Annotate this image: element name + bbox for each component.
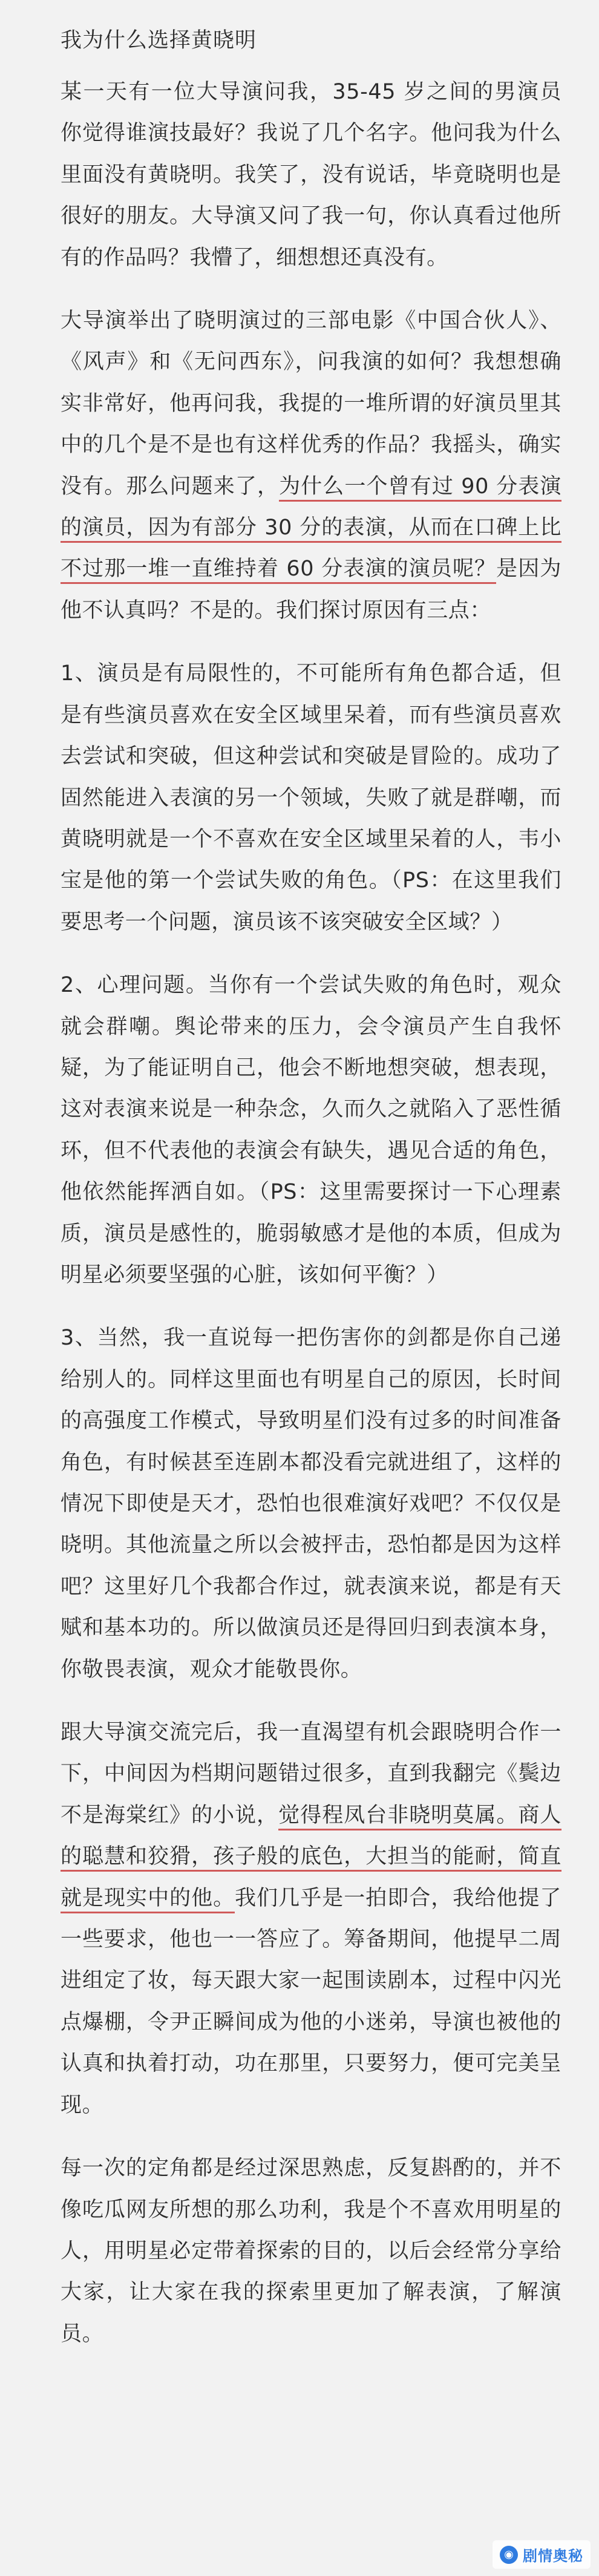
underlined-passage-1: 为什么一个曾有过 90 分表演的演员，因为有部分 30 分的表演，从而在口碑上比不过那一堆一直维持着 60 分表演的演员呢？ — [61, 474, 561, 585]
watermark-text: 剧情奥秘 — [523, 2548, 583, 2565]
paragraph-5: 3、当然，我一直说每一把伤害你的剑都是你自己递给别人的。同样这里面也有明星自己的原因，长时间的高强度工作模式，导致明星们没有过多的时间准备角色，有时候甚至连剧本都没看完就进组了，这样的情况下即使是天才，恐怕也很难演好戏吧？不仅仅是晓明。其他流量之所以会被抨击，恐怕都是因为这样吧？这里好几个我都合作过，就表演来说，都是有天赋和基本功的。所以做演员还是得回归到表演本身，你敬畏表演，观众才能敬畏你。 — [61, 1326, 561, 1682]
watermark-logo-icon: ◉ — [500, 2546, 518, 2564]
article-title: 我为什么选择黄晓明 — [61, 28, 257, 53]
paragraph-1: 某一天有一位大导演问我，35-45 岁之间的男演员你觉得谁演技最好？我说了几个名字。他问我为什么里面没有黄晓明。我笑了，没有说话，毕竟晓明也是很好的朋友。大导演又问了我一句，你认真看过他所有的作品吗？我懵了，细想想还真没有。 — [61, 80, 561, 270]
paragraph-3: 1、演员是有局限性的，不可能所有角色都合适，但是有些演员喜欢在安全区域里呆着，而有些演员喜欢去尝试和突破，但这种尝试和突破是冒险的。成功了固然能进入表演的另一个领域，失败了就是群嘲，而黄晓明就是一个不喜欢在安全区域里呆着的人，韦小宝是他的第一个尝试失败的角色。（PS：在这里我们要思考一个问题，演员该不该突破安全区域？） — [61, 661, 561, 934]
paragraph-6 — [61, 1712, 561, 2126]
watermark — [493, 2540, 591, 2569]
paragraph-4: 2、心理问题。当你有一个尝试失败的角色时，观众就会群嘲。舆论带来的压力，会令演员产生自我怀疑，为了能证明自己，他会不断地想突破，想表现，这对表演来说是一种杂念，久而久之就陷入了恶性循环，但不代表他的表演会有缺失，遇见合适的角色，他依然能挥洒自如。（PS：这里需要探讨一下心理素质，演员是感性的，脆弱敏感才是他的本质，但成为明星必须要坚强的心脏，该如何平衡？） — [61, 973, 561, 1287]
paragraph-2-text: 大导演举出了晓明演过的三部电影《中国合伙人》、《风声》和《无问西东》，问我演的如何？我想想确实非常好，他再问我，我提的一堆所谓的好演员里其中的几个是不是也有这样优秀的作品？我摇头，确实没有。那么问题来了，为什么一个曾有过 90 分表演的演员，因为有部分 30 分的表演，从而在口碑上比不过那一堆一直维持着 60 分表演的演员呢？是因为他不认真吗？不是的。我们探讨原因有三点： — [61, 309, 561, 623]
paragraph-7: 每一次的定角都是经过深思熟虑，反复斟酌的，并不像吃瓜网友所想的那么功利，我是个不喜欢用明星的人，用明星必定带着探索的目的，以后会经常分享给大家，让大家在我的探索里更加了解表演，了解演员。 — [61, 2156, 561, 2346]
underlined-passage-2: 觉得程凤台非晓明莫属。商人的聪慧和狡猾，孩子般的底色，大担当的能耐，简直就是现实中的他。 — [61, 1803, 561, 1913]
paragraph-6-text: 跟大导演交流完后，我一直渴望有机会跟晓明合作一下，中间因为档期问题错过很多，直到我翻完《鬓边不是海棠红》的小说，觉得程凤台非晓明莫属。商人的聪慧和狡猾，孩子般的底色，大担当的能耐，简直就是现实中的他。我们几乎是一拍即合，我给他提了一些要求，他也一一答应了。筹备期间，他提早二周进组定了妆，每天跟大家一起围读剧本，过程中闪光点爆棚，令尹正瞬间成为他的小迷弟，导演也被他的认真和执着打动，功在那里，只要努力，便可完美呈现。 — [61, 1720, 561, 2117]
paragraph-2 — [61, 300, 561, 631]
